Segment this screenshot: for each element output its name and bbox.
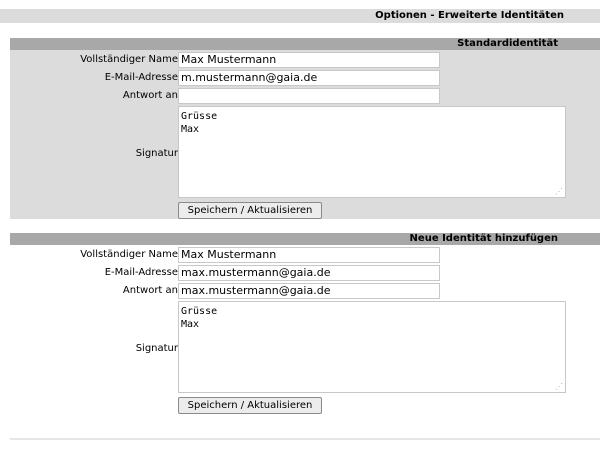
standard-identity-header — [10, 38, 600, 50]
full-name-label: Vollständiger Name — [80, 249, 178, 260]
full-name-input[interactable]: Max Mustermann — [178, 247, 440, 263]
signature-label: Signatur — [135, 343, 178, 354]
reply-to-label: Antwort an — [122, 285, 178, 296]
new-identity-header — [10, 233, 600, 245]
save-button[interactable]: Speichern / Aktualisieren — [178, 202, 322, 219]
email-label: E-Mail-Adresse — [104, 267, 178, 278]
save-button[interactable]: Speichern / Aktualisieren — [178, 397, 322, 414]
standard-identity-title: Standardidentität — [457, 38, 558, 49]
new-identity-section — [10, 233, 600, 419]
standard-identity-section — [10, 38, 600, 219]
signature-line: Max — [181, 124, 200, 135]
standard-identity-form — [10, 50, 600, 219]
signature-line: Grüsse — [181, 111, 218, 122]
signature-textarea[interactable] — [178, 301, 566, 393]
new-identity-form — [10, 245, 600, 419]
reply-to-label: Antwort an — [122, 90, 178, 101]
footer-divider — [10, 438, 600, 440]
full-name-label: Vollständiger Name — [80, 54, 178, 65]
reply-to-input[interactable]: max.mustermann@gaia.de — [178, 283, 440, 299]
page-title: Optionen - Erweiterte Identitäten — [375, 10, 564, 21]
email-input[interactable]: m.mustermann@gaia.de — [178, 70, 440, 86]
page-title-bar — [0, 9, 600, 23]
email-input[interactable]: max.mustermann@gaia.de — [178, 265, 440, 281]
signature-line: Max — [181, 319, 200, 330]
resize-grip-icon[interactable]: ⋰ — [555, 187, 563, 196]
signature-label: Signatur — [135, 148, 178, 159]
resize-grip-icon[interactable]: ⋰ — [555, 382, 563, 391]
signature-textarea[interactable] — [178, 106, 566, 198]
signature-line: Grüsse — [181, 306, 218, 317]
reply-to-input[interactable] — [178, 88, 440, 104]
email-label: E-Mail-Adresse — [104, 72, 178, 83]
new-identity-title: Neue Identität hinzufügen — [409, 233, 558, 244]
full-name-input[interactable]: Max Mustermann — [178, 52, 440, 68]
